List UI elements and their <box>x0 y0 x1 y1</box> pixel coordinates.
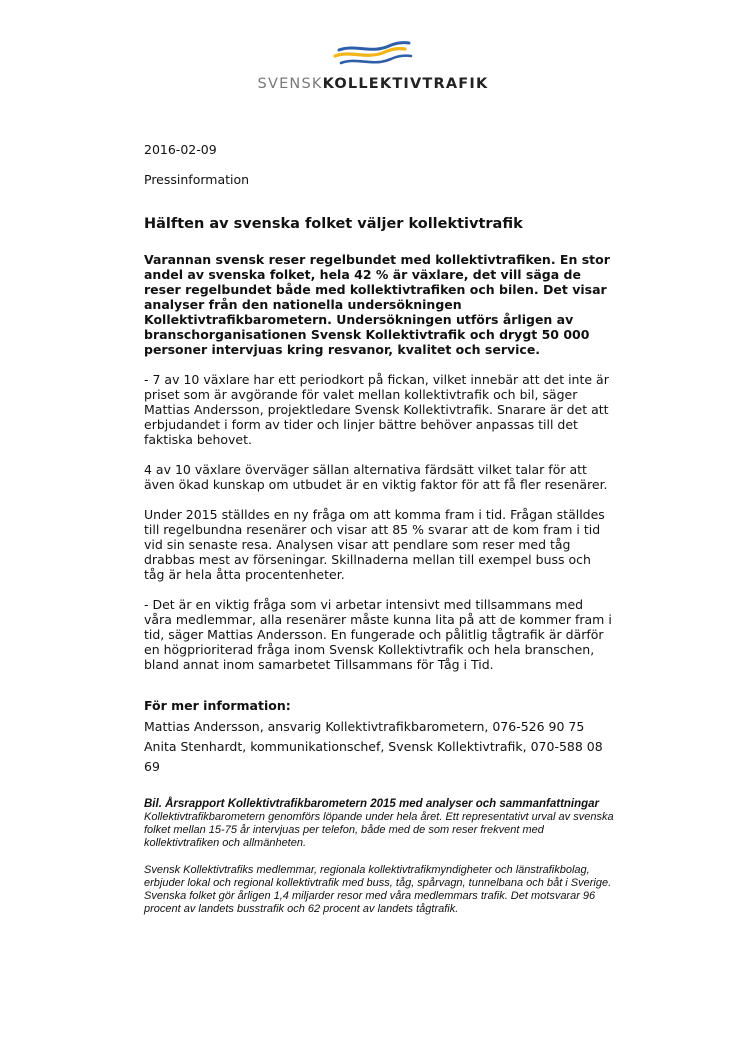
wave-logo-icon <box>333 40 413 70</box>
logo-text-svensk: SVENSK <box>257 76 323 92</box>
attachment-title: Bil. Årsrapport Kollektivtrafikbarometern 2015 med analyser och sammanfattningar <box>144 798 600 810</box>
body-paragraph-1: - 7 av 10 växlare har ett periodkort på fickan, vilket innebär att det inte är priset som är avgörande för valet mellan kollektivtrafik och bil, säger Mattias Andersson, projektledare Svensk Kollektivtrafik. Snarare är det att erbjudandet i form av tider och linjer bättre behöver anpassas till det faktiska behovet. <box>144 372 609 447</box>
release-date: 2016-02-09 <box>144 142 217 157</box>
more-info-title: För mer information: <box>144 698 291 713</box>
press-release-body <box>144 142 614 916</box>
logo-text-kollektivtrafik: KOLLEKTIVTRAFIK <box>322 76 489 92</box>
logo-wordmark <box>0 76 746 92</box>
body-paragraph-2: 4 av 10 växlare överväger sällan alternativa färdsätt vilket talar för att även ökad kunskap om utbudet är en viktig faktor för att få fler resenärer. <box>144 462 608 492</box>
headline: Hälften av svenska folket väljer kollektivtrafik <box>144 216 523 232</box>
attachment-text: Kollektivtrafikbarometern genomförs löpande under hela året. Ett representativt urval av svenska folket mellan 15-75 år intervjuas per telefon, både med de som reser frekvent med kollektivtrafiken och allmänheten. <box>144 811 614 849</box>
contact-line-1: Mattias Andersson, ansvarig Kollektivtrafikbarometern, 076-526 90 75 <box>144 719 585 734</box>
lead-paragraph: Varannan svensk reser regelbundet med kollektivtrafiken. En stor andel av svenska folket, hela 42 % är växlare, det vill säga de reser regelbundet både med kollektivtrafiken och bilen. Det visar analyser från den nationella undersökningen Kollektivtrafikbarometern. Undersökningen utförs årligen av branschorganisationen Svensk Kollektivtrafik och drygt 50 000 personer intervjuas kring resvanor, kvalitet och service. <box>144 252 610 357</box>
body-paragraph-4: - Det är en viktig fråga som vi arbetar intensivt med tillsammans med våra medlemmar, alla resenärer måste kunna lita på att de kommer fram i tid, säger Mattias Andersson. En fungerade och pålitlig tågtrafik är därför en högprioriterad fråga inom Svensk Kollektivtrafik och hela branschen, bland annat inom samarbetet Tillsammans för Tåg i Tid. <box>144 597 612 672</box>
contact-line-2: Anita Stenhardt, kommunikationschef, Svensk Kollektivtrafik, 070-588 08 69 <box>144 739 603 774</box>
document-type: Pressinformation <box>144 172 250 187</box>
organization-logo <box>0 40 746 92</box>
body-paragraph-3: Under 2015 ställdes en ny fråga om att komma fram i tid. Frågan ställdes till regelbundna resenärer och visar att 85 % svarar att de kom fram i tid vid sin senaste resa. Analysen visar att pendlare som reser med tåg drabbas mest av förseningar. Skillnaderna mellan till exempel buss och tåg är hela åtta procentenheter. <box>144 507 605 582</box>
about-text: Svensk Kollektivtrafiks medlemmar, regionala kollektivtrafikmyndigheter och länstrafikbolag, erbjuder lokal och regional kollektivtrafik med buss, tåg, spårvagn, tunnelbana och båt i Sverige. Svenska folket gör årligen 1,4 miljarder resor med våra medlemmars trafik. Det motsvarar 96 procent av landets busstrafik och 62 procent av landets tågtrafik. <box>144 864 612 915</box>
